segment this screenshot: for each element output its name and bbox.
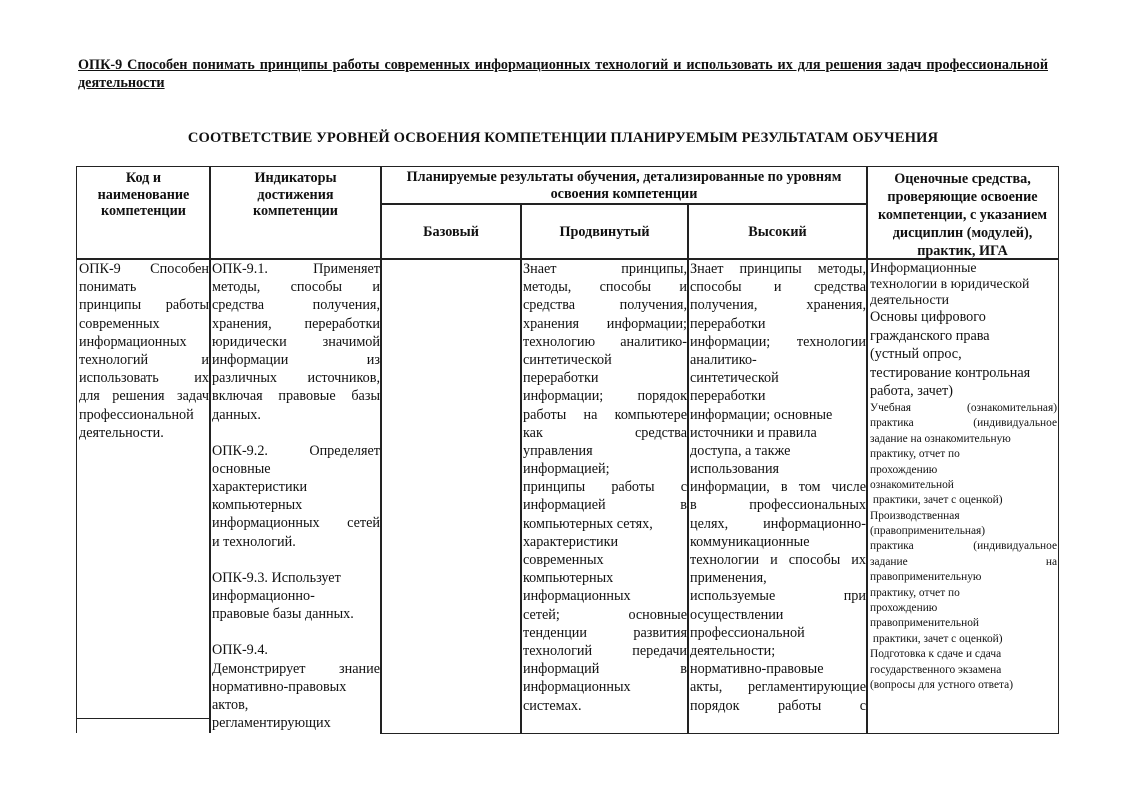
indicator-9-3: ОПК-9.3. Использует информационно- правовые базы данных. [212,569,354,623]
header-assessment: Оценочные средства, проверяющие освоение компетенции, с указанием дисциплин (модулей), практик, ИГА [866,166,1059,260]
indicator-9-1: ОПК-9.1. Применяет методы, способы и средства получения, хранения, переработки юридически значимой информации из различных источников, включая правовые базы данных. [212,261,380,423]
header-indicators: Индикаторы достижения компетенции [209,166,382,260]
table-title: СООТВЕТСТВИЕ УРОВНЕЙ ОСВОЕНИЯ КОМПЕТЕНЦИИ ПЛАНИРУЕМЫМ РЕЗУЛЬТАТАМ ОБУЧЕНИЯ [187,130,939,146]
indicator-9-4: ОПК-9.4. Демонстрирует знание нормативно-правовых актов, регламентирующих [212,642,380,732]
cell-indicators [209,258,382,733]
header-level-basic: Базовый [380,203,522,260]
indicator-9-2: ОПК-9.2. Определяет основные характеристики компьютерных информационных сетей и технологий. [212,442,380,550]
cell-level-advanced: Знает принципы, методы, способы и средства получения, хранения информации; технологию аналитико- синтетической переработки информации; порядок работы на компьютере как средства управления информацией; принципы работы с информацией в компьютерных сетях, характеристики современных компьютерных информационных сетей; основные тенденции развития технологий передачи информаций в информационных системах. [520,258,689,734]
cell-level-basic [380,258,522,734]
header-level-high: Высокий [687,203,868,260]
cell-level-high: Знает принципы методы, способы и средства получения, хранения, переработки информации; технологии аналитико- синтетической переработки информации; основные источники и правила доступа, а также использования информации, в том числе в профессиональных целях, информационно- коммуникационные технологии и способы их применения, используемые при осуществлении профессиональной деятельности; нормативно-правовые акты, регламентирующие порядок работы с [687,258,868,734]
assessment-practice-educational: Учебная (ознакомительная) практика (индивидуальное задание на ознакомительную практику, отчет по прохождению ознакомительной практики, зачет с оценкой) [870,401,1057,507]
assessment-discipline-digital-law: Основы цифрового гражданского права (устный опрос, тестирование контрольная работа, зачет) [870,309,1031,400]
cell-assessment [866,258,1059,734]
assessment-state-exam: Подготовка к сдаче и сдача государственного экзамена (вопросы для устного ответа) [870,648,1013,691]
assessment-practice-production: Производственная (правоприменительная) практика (индивидуальное задание на правоприменительную практику, отчет по прохождению правоприменительной практики, зачет с оценкой) [870,509,1057,645]
competency-heading: ОПК-9 Способен понимать принципы работы современных информационных технологий и использовать их для решения задач профессиональной деятельности [78,57,1048,91]
header-code: Код и наименование компетенции [76,166,211,260]
header-planned-results: Планируемые результаты обучения, детализированные по уровням освоения компетенции [380,166,868,205]
assessment-discipline-it: Информационные технологии в юридической деятельности [870,260,1030,307]
cell-code-continuation [76,717,211,733]
header-level-advanced: Продвинутый [520,203,689,260]
cell-competency-code: ОПК-9 Способен понимать принципы работы современных информационных технологий и использовать их для решения задач профессиональной деятельности. [76,258,211,719]
